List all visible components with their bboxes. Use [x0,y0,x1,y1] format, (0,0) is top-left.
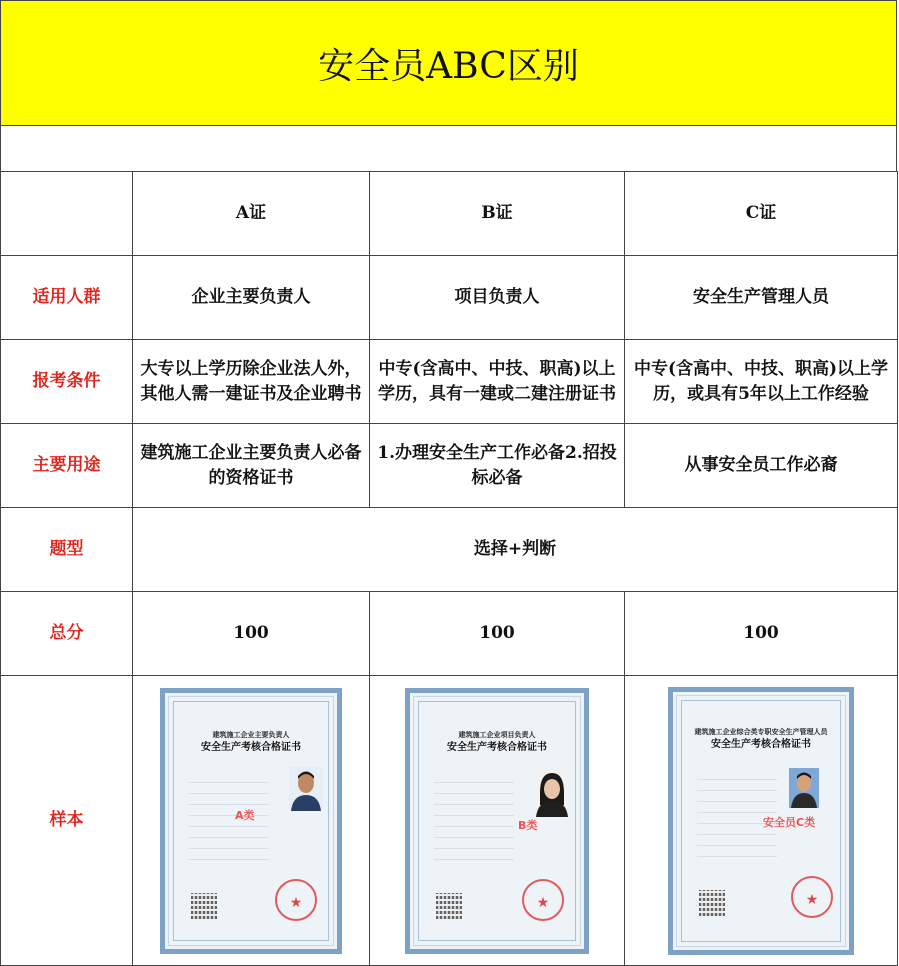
official-seal-icon [522,879,564,921]
cell-requirements-a: 大专以上学历除企业法人外，其他人需一建证书及企业聘书 [133,340,370,424]
official-seal-icon [791,876,833,918]
column-header-c: C证 [625,172,898,256]
table-row-usage [1,424,898,508]
official-seal-icon [275,879,317,921]
certificate-title: 安全生产考核合格证书 [711,738,811,750]
cell-requirements-b: 中专(含高中、中技、职高)以上学历，具有一建或二建注册证书 [370,340,625,424]
certificate-type-mark: A类 [235,808,255,822]
certificate-subtitle: 建筑施工企业主要负责人 [212,730,290,739]
certificate-sample-b [405,688,589,954]
certificate-type-mark: 安全员C类 [763,815,816,829]
comparison-table [0,171,898,966]
certificate-sample-a [160,688,342,954]
cell-usage-a: 建筑施工企业主要负责人必备的资格证书 [133,424,370,508]
cell-score-b: 100 [370,592,625,676]
table-row-sample [1,676,898,966]
portrait-photo [289,767,323,811]
certificate-subtitle: 建筑施工企业综合类专职安全生产管理人员 [694,727,828,736]
qr-code-overlay [436,893,462,919]
row-label-population: 适用人群 [1,256,133,340]
cell-population-b: 项目负责人 [370,256,625,340]
table-row-population [1,256,898,340]
certificate-type-mark: B类 [518,818,538,832]
row-label-total-score: 总分 [1,592,133,676]
cell-population-c: 安全生产管理人员 [625,256,898,340]
cell-score-c: 100 [625,592,898,676]
cell-sample-a [133,676,370,966]
row-label-requirements: 报考条件 [1,340,133,424]
certificate-title: 安全生产考核合格证书 [201,741,301,753]
spacer-row [0,126,897,171]
cell-usage-b: 1.办理安全生产工作必备2.招投标必备 [370,424,625,508]
column-header-a: A证 [133,172,370,256]
cell-requirements-c: 中专(含高中、中技、职高)以上学历，或具有5年以上工作经验 [625,340,898,424]
column-header-b: B证 [370,172,625,256]
header-row [1,172,898,256]
row-label-sample: 样本 [1,676,133,966]
cell-score-a: 100 [133,592,370,676]
table-row-requirements [1,340,898,424]
portrait-photo [789,768,819,808]
row-label-question-type: 题型 [1,508,133,592]
certificate-subtitle: 建筑施工企业项目负责人 [458,730,536,739]
certificate-sample-c [668,687,854,955]
table-row-total-score [1,592,898,676]
qr-code-overlay [191,893,217,919]
qr-code-overlay [699,890,725,916]
table-row-question-type [1,508,898,592]
certificate-fields [189,773,269,860]
page-title: 安全员ABC区别 [318,45,579,87]
cell-sample-c [625,676,898,966]
certificate-fields [434,773,514,860]
cell-question-type: 选择+判断 [133,508,898,592]
corner-cell [1,172,133,256]
row-label-usage: 主要用途 [1,424,133,508]
title-banner [0,0,897,126]
cell-population-a: 企业主要负责人 [133,256,370,340]
cell-sample-b [370,676,625,966]
certificate-title: 安全生产考核合格证书 [447,741,547,753]
cell-usage-c: 从事安全员工作必裔 [625,424,898,508]
portrait-photo [534,771,570,817]
